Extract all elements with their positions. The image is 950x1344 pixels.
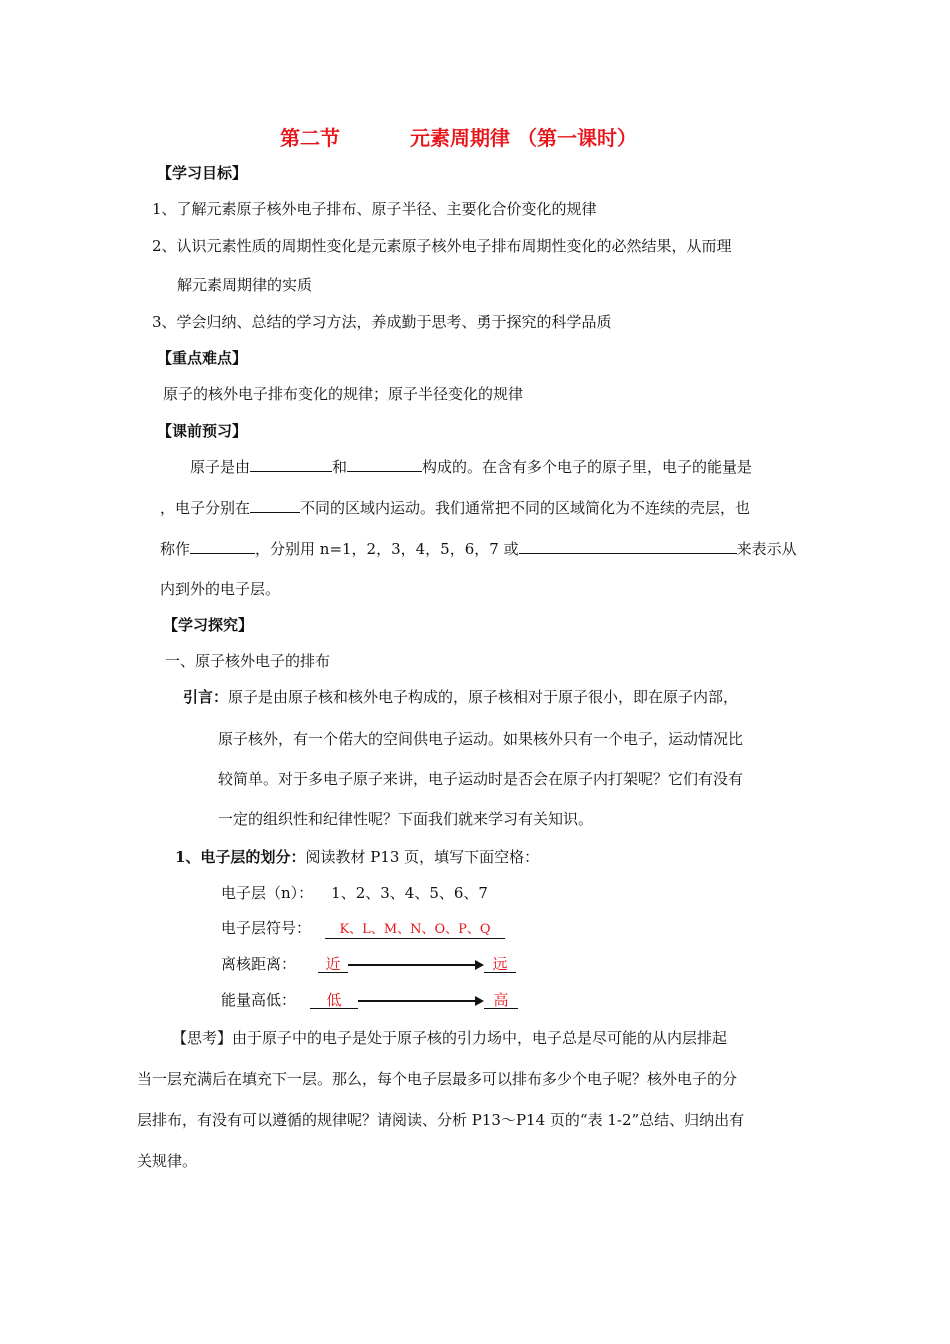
distance-label: 离核距离：: [221, 955, 297, 973]
fill-blank-3[interactable]: [250, 496, 300, 513]
distance-far-answer: 远: [484, 953, 516, 973]
preview-text: 原子是由: [190, 458, 251, 476]
preview-heading: 【课前预习】: [157, 422, 248, 440]
title-section: 第二节: [280, 126, 340, 150]
arrow-right-icon: [358, 995, 484, 1007]
think-line-4: 关规律。: [137, 1152, 198, 1170]
layer-n-label: 电子层（n）：: [221, 884, 314, 902]
preview-line-3: [160, 537, 797, 560]
layer-symbol-row: [221, 917, 505, 939]
preview-text: ，电子分别在: [160, 499, 251, 517]
goal-item-3: 3、学会归纳、总结的学习方法，养成勤于思考、勇于探究的科学品质: [152, 313, 612, 331]
layer-n-row: [221, 882, 488, 904]
keypoints-text: 原子的核外电子排布变化的规律；原子半径变化的规律: [163, 385, 524, 403]
sub-1-line: [175, 846, 539, 868]
goal-item-2-cont: 解元素周期律的实质: [177, 276, 313, 294]
layer-n-values: 1、2、3、4、5、6、7: [331, 884, 488, 902]
preview-text: 构成的。在含有多个电子的原子里，电子的能量是: [422, 458, 753, 476]
preview-text: 和: [332, 458, 348, 476]
think-text: 由于原子中的电子是处于原子核的引力场中，电子总是尽可能的从内层排起: [232, 1029, 728, 1047]
layer-symbol-label: 电子层符号：: [221, 919, 312, 937]
energy-high-answer: 高: [484, 989, 518, 1009]
preview-text: ，分别用 n=1，2，3，4，5，6，7 或: [255, 540, 519, 558]
intro-line-4: 一定的组织性和纪律性呢？下面我们就来学习有关知识。: [218, 810, 594, 828]
arrow-right-icon: [348, 959, 484, 971]
think-label: 【思考】: [172, 1029, 233, 1047]
preview-text: 来表示从: [736, 540, 797, 558]
preview-line-4: 内到外的电子层。: [160, 580, 281, 598]
energy-low-answer: 低: [310, 989, 358, 1009]
intro-line-1: [183, 686, 738, 708]
distance-near-answer: 近: [318, 953, 348, 973]
intro-label: 引言：: [183, 688, 229, 706]
sub-1-text: 阅读教材 P13 页，填写下面空格：: [305, 848, 540, 866]
title-topic: 元素周期律 （第一课时）: [410, 126, 637, 150]
page-title: [280, 124, 637, 152]
energy-label: 能量高低：: [221, 991, 297, 1009]
preview-text: 不同的区域内运动。我们通常把不同的区域简化为不连续的壳层，也: [300, 499, 751, 517]
think-line-3: 层排布，有没有可以遵循的规律呢？请阅读、分析 P13～P14 页的“表 1-2”总结、归纳出有: [137, 1111, 745, 1129]
distance-row: [221, 953, 516, 975]
layer-symbol-answer: K、L、M、N、O、P、Q: [325, 919, 505, 939]
intro-text: 原子是由原子核和核外电子构成的，原子核相对于原子很小，即在原子内部，: [228, 688, 739, 706]
preview-line-2: [160, 496, 750, 519]
intro-line-2: 原子核外，有一个偌大的空间供电子运动。如果核外只有一个电子，运动情况比: [218, 730, 744, 748]
preview-text: 称作: [160, 540, 191, 558]
explore-heading: 【学习探究】: [163, 616, 254, 634]
preview-line-1: [190, 455, 752, 478]
fill-blank-2[interactable]: [347, 455, 422, 472]
fill-blank-5[interactable]: [519, 537, 737, 554]
keypoints-heading: 【重点难点】: [157, 349, 248, 367]
goal-item-1: 1、了解元素原子核外电子排布、原子半径、主要化合价变化的规律: [152, 200, 597, 218]
intro-line-3: 较简单。对于多电子原子来讲，电子运动时是否会在原子内打架呢？它们有没有: [218, 770, 744, 788]
fill-blank-1[interactable]: [250, 455, 332, 472]
goals-heading: 【学习目标】: [157, 164, 248, 182]
think-line-1: [172, 1027, 727, 1049]
goal-item-2: 2、认识元素性质的周期性变化是元素原子核外电子排布周期性变化的必然结果，从而理: [152, 237, 732, 255]
energy-row: [221, 989, 518, 1011]
sub-1-label: 1、电子层的划分：: [175, 848, 306, 866]
think-line-2: 当一层充满后在填充下一层。那么，每个电子层最多可以排布多少个电子呢？核外电子的分: [137, 1070, 738, 1088]
fill-blank-4[interactable]: [190, 537, 255, 554]
section-1-title: 一、原子核外电子的排布: [165, 652, 331, 670]
